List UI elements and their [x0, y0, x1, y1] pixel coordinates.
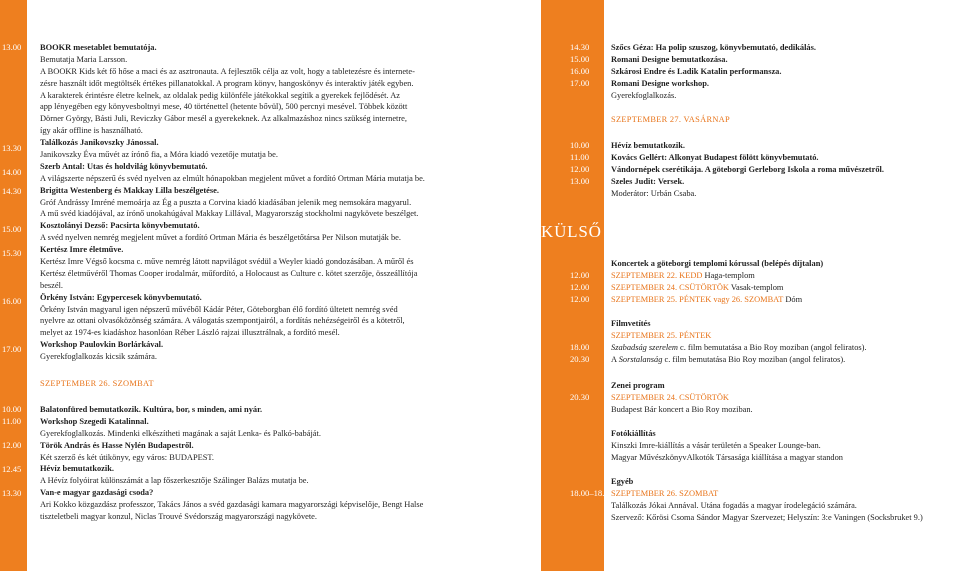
- time-label-left-7: 17.00: [2, 344, 22, 354]
- saturday-line-7: Van-e magyar gazdasági csoda?: [40, 488, 154, 498]
- program-line-1: Bemutatja Maria Larsson.: [40, 54, 128, 64]
- time-label-right-7: 13.00: [570, 176, 590, 186]
- concert-line-0: [611, 270, 823, 282]
- time-label-left-5: 15.30: [2, 248, 22, 258]
- other-heading: Egyéb: [611, 477, 634, 486]
- music-line: Budapest Bár koncert a Bio Roy moziban.: [611, 404, 753, 414]
- photo-line-2: Magyar MűvészkönyvAlkotók Társasága kiállítása a magyar standon: [611, 452, 843, 462]
- program-line-7: így akár offline is használható.: [40, 126, 143, 136]
- sunday-line-2: Vándornépek cserétikája. A göteborgi Gerleborg Iskola a roma művészetről.: [611, 164, 884, 174]
- other-block: [611, 476, 923, 524]
- time-label-left-6: 16.00: [2, 296, 22, 306]
- saturday-line-5: Hévíz bemutatkozik.: [40, 464, 114, 474]
- section-title-saturday: SZEPTEMBER 26. SZOMBAT: [40, 379, 154, 388]
- right-program-line-3: Romani Designe workshop.: [611, 78, 709, 88]
- saturday-line-0: Balatonfüred bemutatkozik. Kultúra, bor, s minden, ami nyár.: [40, 405, 263, 414]
- right-program-line-1: Romani Designe bemutatkozása.: [611, 54, 728, 64]
- program-line-11: A világszerte népszerű és svéd nyelven az elmúlt hónapokban megjelent művet a fordító Ortman Mária mutatja be.: [40, 173, 425, 183]
- program-line-20: beszél.: [40, 280, 64, 290]
- program-line-3: zésre használt időt megtöltsék értékes pillanatokkal. A program könyv, hangoskönyv és interaktív játék egyben.: [40, 78, 414, 88]
- photo-block: [611, 428, 843, 464]
- time-label-left-1: 13.30: [2, 143, 22, 153]
- time-label-left-8: 10.00: [2, 404, 22, 414]
- time-label-left-2: 14.00: [2, 167, 22, 177]
- other-date: SZEPTEMBER 26. SZOMBAT: [611, 488, 719, 498]
- concerts-block: [611, 258, 823, 306]
- concert-line-1: [611, 282, 823, 294]
- program-line-9: Janikovszky Éva művét az írónő fia, a Móra kiadó vezetője mutatja be.: [40, 150, 278, 160]
- concert-venue-1: Vasak-templom: [728, 282, 784, 292]
- time-label-right-1: 15.00: [570, 54, 590, 64]
- program-line-6: Dörner György, Básti Juli, Reviczky Gábor mesél a gyerekeknek. Az alkalmazáshoz nincs szükség internetre,: [40, 114, 407, 124]
- program-line-13: Gróf Andrássy Imréné memoárja az Ég a puszta a Corvina kiadó kiadásában jelenik meg nemsokára magyarul.: [40, 197, 412, 207]
- program-line-23: nyelvre az ottani olvasóközönség számára. A válogatás szempontjairól, a fordítás nehézségeiről és a kötetről,: [40, 316, 405, 326]
- time-label-right-12: 20.30: [570, 354, 590, 364]
- program-line-2: A BOOKR Kids két fő hőse a macі és az asztronauta. A fejlesztők célja az volt, hogy a tabletezésre és internete-: [40, 66, 415, 76]
- left-schedule-day1: [40, 42, 425, 363]
- program-line-10: Szerb Antal: Utas és holdvilág könyvbemutató.: [40, 161, 208, 171]
- film-line-1: Szabadság szerelem c. film bemutatása a Bio Roy moziban (angol feliratos).: [611, 342, 867, 352]
- music-date: SZEPTEMBER 24. CSÜTÖRTÖK: [611, 392, 729, 402]
- music-heading: Zenei program: [611, 381, 665, 390]
- time-label-left-11: 12.45: [2, 464, 22, 474]
- section-title-sunday: SZEPTEMBER 27. VASÁRNAP: [611, 115, 730, 124]
- time-label-left-0: 13.00: [2, 42, 22, 52]
- saturday-line-8: Ari Kokko közgazdász professzor, Takács János a svéd gazdasági kamara magyarországi képviselője, Bengt Halse: [40, 500, 424, 510]
- program-line-24: melyet az 1974-es kiadáshoz hasonlóan Réber László rajzai illusztrálnak, a fordító mesél.: [40, 328, 340, 338]
- saturday-line-4: Két szerző és két útikönyv, egy város: BUDAPEST.: [40, 452, 214, 462]
- program-line-4: A karakterek érintésre életre kelnek, az oldalak pedig különféle játékokkal segítik a gyerekek fejlődését. Az: [40, 90, 400, 100]
- other-line-1: Találkozás Jókai Annával. Utána fogadás a magyar írodelegáció számára.: [611, 500, 857, 510]
- program-line-8: Találkozás Janikovszky Jánossal.: [40, 138, 159, 148]
- time-label-left-10: 12.00: [2, 440, 22, 450]
- time-label-left-4: 15.00: [2, 224, 22, 234]
- films-block: [611, 318, 867, 366]
- time-label-right-8: 12.00: [570, 270, 590, 280]
- program-line-17: Kertész Imre életműve.: [40, 245, 124, 255]
- saturday-line-1: Workshop Szegedi Katalinnal.: [40, 416, 149, 426]
- concert-date-0: SZEPTEMBER 22. KEDD: [611, 270, 703, 280]
- time-label-right-11: 18.00: [570, 342, 590, 352]
- right-schedule-sunday: [611, 140, 884, 199]
- time-label-right-6: 12.00: [570, 164, 590, 174]
- sunday-line-4: Moderátor: Urbán Csaba.: [611, 188, 697, 198]
- sunday-line-3: Szeles Judit: Versek.: [611, 176, 685, 186]
- program-line-25: Workshop Paulovkin Borlárkával.: [40, 340, 164, 350]
- time-label-right-10: 12.00: [570, 294, 590, 304]
- time-label-right-13: 20.30: [570, 392, 590, 402]
- time-label-right-2: 16.00: [570, 66, 590, 76]
- program-line-26: Gyerekfoglalkozás kicsik számára.: [40, 352, 157, 362]
- saturday-line-9: tiszteletbeli magyar konzul, Niclas Trouvé Svédország magyarországi nagykövete.: [40, 512, 317, 522]
- left-schedule-saturday: [40, 404, 423, 523]
- sunday-line-0: Hévíz bemutatkozik.: [611, 141, 685, 150]
- time-label-right-4: 10.00: [570, 140, 590, 150]
- external-programs-title: KÜLSŐ HELYSZÍNEN ZAJLÓ PROGRAMOK: [541, 222, 901, 241]
- program-line-0: BOOKR mesetablet bemutatója.: [40, 43, 157, 52]
- saturday-line-2: Gyerekfoglalkozás. Mindenki elkészítheti magának a saját Lenka- és Palkó-babáját.: [40, 428, 321, 438]
- right-program-line-0: Szőcs Géza: Ha polip szuszog, könyvbemutató, dedikálás.: [611, 43, 816, 52]
- program-line-5: app lényegében egy könyvesboltnyi mese, 40 történettel (hetente bővül), 500 percnyi mesével. Többek között: [40, 102, 408, 112]
- program-line-12: Brigitta Westenberg és Makkay Lilla beszélgetése.: [40, 185, 219, 195]
- time-label-left-9: 11.00: [2, 416, 22, 426]
- concert-date-1: SZEPTEMBER 24. CSÜTÖRTÖK: [611, 282, 729, 292]
- program-line-15: Kosztolányi Dezső: Pacsirta könyvbemutató.: [40, 221, 200, 231]
- photo-line-1: Kinszki Imre-kiállítás a vásár területén a Speaker Lounge-ban.: [611, 440, 821, 450]
- time-label-right-9: 12.00: [570, 282, 590, 292]
- time-label-left-3: 14.30: [2, 186, 22, 196]
- concert-venue-2: Dóm: [783, 294, 803, 304]
- time-label-right-0: 14.30: [570, 42, 590, 52]
- right-schedule-saturday-cont: [611, 42, 816, 101]
- concert-date-2: SZEPTEMBER 25. PÉNTEK vagy 26. SZOMBAT: [611, 294, 784, 304]
- program-line-16: A svéd nyelven nemrég megjelent művet a fordító Ortman Mária és beszélgetőtársa Per Nilson mutatják be.: [40, 233, 401, 243]
- right-program-line-2: Szkárosi Endre és Ladik Katalin performansza.: [611, 66, 782, 76]
- program-line-19: Kertész életművéről Thomas Cooper irodalmár, műfordító, a Holocaust as Culture c. kötet szerzője, összeállítója: [40, 268, 418, 278]
- films-date: SZEPTEMBER 25. PÉNTEK: [611, 330, 712, 340]
- concerts-heading: Koncertek a göteborgi templomi kórussal (belépés díjtalan): [611, 259, 824, 268]
- program-line-22: Örkény István magyarul igen népszerű művéből Kádár Péter, Göteborgban élő fordító ültetett nemrég svéd: [40, 304, 398, 314]
- films-heading: Filmvetítés: [611, 319, 651, 328]
- program-line-18: Kertész Imre Végső kocsma c. művе nemrég látott napvilágot svédül a Weyler kiadó gondozásában. A műről és: [40, 257, 414, 267]
- time-label-right-3: 17.00: [570, 78, 590, 88]
- music-block: [611, 380, 753, 416]
- program-line-14: A mű svéd kiadójával, az írónő unokahúgával Makkay Lillával, Magyarország stockholmi nagykövete beszélget.: [40, 209, 419, 219]
- time-label-right-5: 11.00: [570, 152, 590, 162]
- time-label-right-14: 18.00–18.45: [570, 488, 613, 498]
- saturday-line-3: Török András és Hasse Nylén Budapestről.: [40, 440, 194, 450]
- concert-venue-0: Haga-templom: [702, 270, 755, 280]
- time-label-left-12: 13.30: [2, 488, 22, 498]
- film-line-2: A Sorstalanság c. film bemutatása Bio Roy moziban (angol feliratos).: [611, 354, 846, 364]
- right-program-line-4: Gyerekfoglalkozás.: [611, 90, 677, 100]
- sunday-line-1: Kovács Gellért: Alkonyat Budapest fölött könyvbemutató.: [611, 152, 819, 162]
- other-line-2: Szervező: Kőrösi Csoma Sándor Magyar Szervezet; Helyszín: 3:e Vaningen (Socksbruket 9.): [611, 512, 923, 522]
- photo-heading: Fotókiállítás: [611, 429, 656, 438]
- concert-line-2: [611, 294, 823, 306]
- left-time-band: [0, 0, 27, 571]
- saturday-line-6: A Hévíz folyóirat különszámát a lap főszerkesztője Szálinger Balázs mutatja be.: [40, 476, 309, 486]
- program-line-21: Örkény István: Egypercesek könyvbemutató.: [40, 292, 202, 302]
